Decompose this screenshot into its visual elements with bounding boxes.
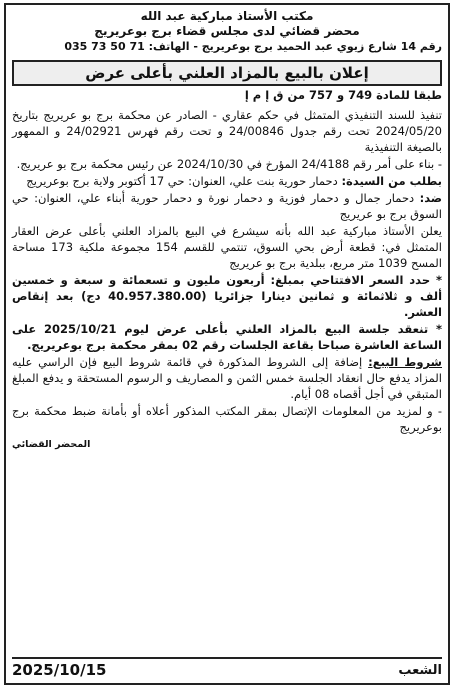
signature: المحضر القضائي [12,439,91,450]
paragraph-conditions [12,354,442,402]
paragraph-against [12,190,442,222]
paragraph-order: - بناء على أمر رقم 24/4188 المؤرخ في 2024/10/30 عن رئيس محكمة برج بو عريريج. [16,157,442,171]
paragraph-property: يعلن الأستاذ مباركية عبد الله بأنه سيشرع في البيع بالمزاد العلني بأعلى عرض العقار المتمثل في: قطعة أرض بحي السوق، تنتمي للقسم 154 مجموعة ملكية 173 مساحة المسح 1039 متر مربع، ببلدية برج بو عريريج [12,224,442,270]
paragraph-requester [12,173,442,189]
requester-text: دحمار حورية بنت علي، العنوان: حي 17 أكتوبر ولاية برج بوعريريج [26,174,342,188]
office-name: مكتب الأستاذ مباركية عبد الله [140,9,314,23]
office-role: محضر قضائي لدى مجلس قضاء برج بوعريريج [94,24,360,38]
conditions-text: إضافة إلى الشروط المذكورة في قائمة شروط البيع فإن الراسي عليه المزاد يدفع حال انعقاد الجلسة خمس الثمن و المصاريف و الرسوم المستحقة و يدفع المبلغ المتبقي في أجل أقصاه 08 أيام. [12,355,442,401]
conditions-label: شروط البيع: [368,355,442,369]
session-label: * تنعقد جلسة البيع بالمزاد العلني بأعلى عرض ليوم 2025/10/21 [44,322,442,336]
paragraph-session [12,321,442,353]
office-address: رقم 14 شارع زيوي عبد الحميد برج بوعريريج - الهاتف: 71 50 73 035 [64,40,442,53]
paragraph-price [12,272,442,320]
price-label: * حدد السعر الافتتاحي بمبلغ: [270,273,442,287]
session-text: على الساعة العاشرة صباحا بقاعة الجلسات رقم 02 بمقر محكمة برج بوعريريج. [12,322,442,352]
price-text: أربعون مليون و تسعمائة و سبعة و خمسين ألف و ثلاثمائة و ثمانين دينارا جزائريا (40.957.380.00 دج) بعد إنقاص العشر. [12,273,443,319]
notice-page [4,3,450,685]
against-label: ضد: [419,191,442,205]
publication-date: 2025/10/15 [12,661,107,679]
notice-title: إعلان بالبيع بالمزاد العلني بأعلى عرض [12,60,442,86]
newspaper-name: الشعب [398,662,442,678]
against-text: دحمار جمال و دحمار فوزية و دحمار نورة و دحمار حورية أبناء علي، العنوان: حي السوق برج بو عريريج [12,191,442,221]
paragraph-enforcement: تنفيذ للسند التنفيذي المتمثل في حكم عقاري - الصادر عن محكمة برج بو عريريج بتاريخ 2024/05/20 تحت رقم جدول 24/00846 و تحت رقم فهرس 24/02921 و الممهور بالصيغة التنفيذية [12,108,443,154]
notice-subtitle: طبقا للمادة 749 و 757 من ق إ م إ [244,88,442,102]
footer [12,657,442,679]
requester-label: بطلب من السيدة: [341,174,442,188]
paragraph-info: - و لمزيد من المعلومات الإتصال بمقر المكتب المذكور أعلاه أو بأمانة ضبط محكمة برج بوعريريج [12,404,442,434]
